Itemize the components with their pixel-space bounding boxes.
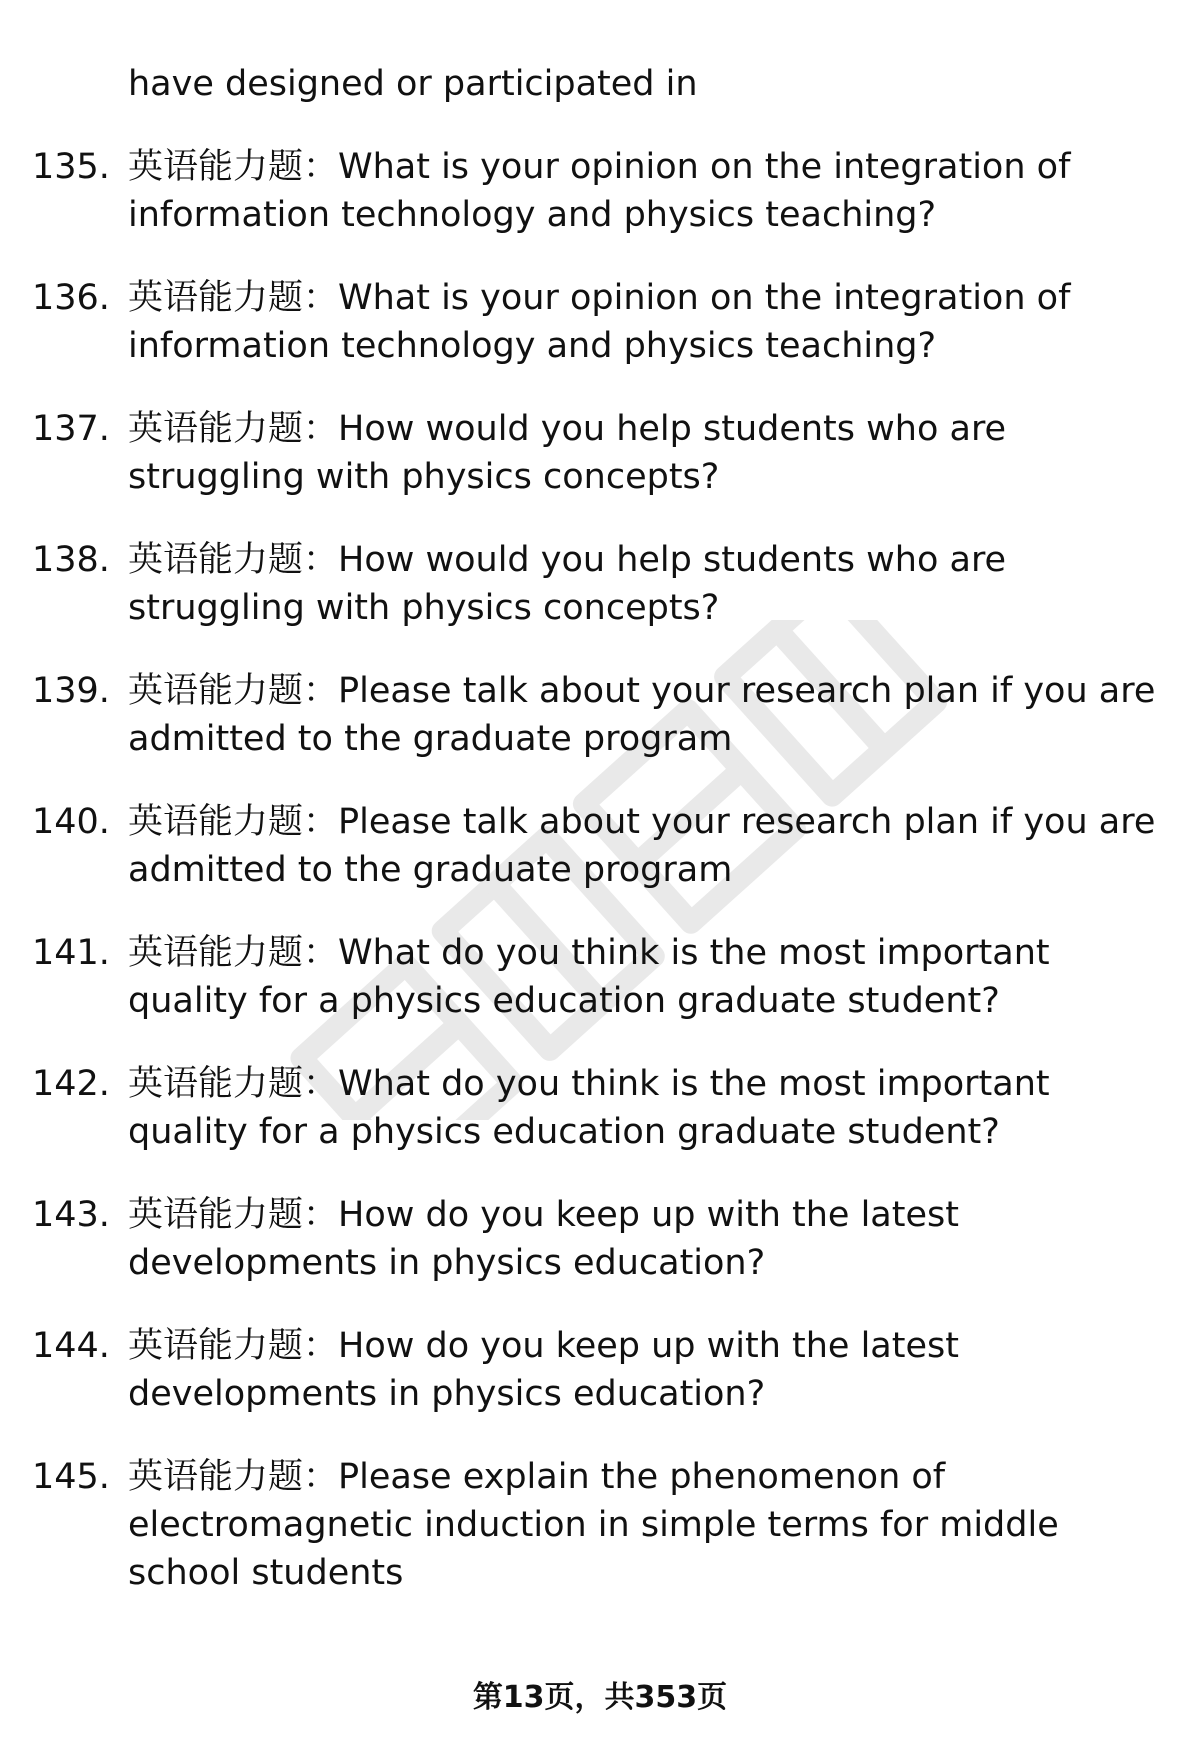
question-item [0,1322,1168,1418]
question-item [0,143,1168,239]
page-footer: 第13页，共353页 [472,1680,728,1715]
question-number: 144. [32,1326,110,1366]
question-text-line: information technology and physics teaching? [128,195,937,235]
question-number: 141. [32,933,110,973]
question-text [128,798,1168,894]
question-text-line: quality for a physics education graduate student? [128,981,1000,1021]
question-text-line: 英语能力题：What do you think is the most important [128,933,1050,973]
question-number: 136. [32,278,110,318]
question-number: 137. [32,409,110,449]
question-text-line: developments in physics education? [128,1243,766,1283]
question-item [0,1060,1168,1156]
question-text-line: 英语能力题：How would you help students who are [128,409,1007,449]
question-text [128,1060,1168,1156]
question-text [128,929,1168,1025]
question-text-line: electromagnetic induction in simple terms for middle [128,1505,1059,1545]
question-text [128,1191,1168,1287]
question-text-line: quality for a physics education graduate student? [128,1112,1000,1152]
question-text [128,405,1168,501]
question-text-line: 英语能力题：How would you help students who are [128,540,1007,580]
question-text-line: struggling with physics concepts? [128,588,720,628]
question-text-line: school students [128,1553,404,1593]
question-text-line: 英语能力题：What is your opinion on the integration of [128,147,1071,187]
question-text-line: admitted to the graduate program [128,719,733,759]
question-text [128,143,1168,239]
question-text-line: information technology and physics teaching? [128,326,937,366]
question-text [128,274,1168,370]
question-text-line: 英语能力题：How do you keep up with the latest [128,1195,959,1235]
question-item [0,929,1168,1025]
question-text-line: 英语能力题：What is your opinion on the integration of [128,278,1071,318]
question-item [0,405,1168,501]
question-number: 138. [32,540,110,580]
question-text [128,536,1168,632]
question-text [128,1322,1168,1418]
question-number: 142. [32,1064,110,1104]
question-list [0,143,1200,1632]
question-item [0,1453,1168,1597]
question-item [0,536,1168,632]
question-text-line: 英语能力题：How do you keep up with the latest [128,1326,959,1366]
question-item [0,667,1168,763]
question-text-line: 英语能力题：Please talk about your research plan if you are [128,671,1156,711]
question-item [0,798,1168,894]
question-text-line: developments in physics education? [128,1374,766,1414]
question-text-line: 英语能力题：Please talk about your research plan if you are [128,802,1156,842]
question-item [0,1191,1168,1287]
question-text-line: 英语能力题：What do you think is the most important [128,1064,1050,1104]
question-number: 145. [32,1457,110,1497]
question-number: 135. [32,147,110,187]
question-number: 143. [32,1195,110,1235]
question-number: 140. [32,802,110,842]
question-number: 139. [32,671,110,711]
question-text-line: struggling with physics concepts? [128,457,720,497]
continuation-text: have designed or participated in [128,64,698,104]
question-text-line: 英语能力题：Please explain the phenomenon of [128,1457,946,1497]
question-text-line: admitted to the graduate program [128,850,733,890]
question-item [0,274,1168,370]
question-text [128,667,1168,763]
question-text [128,1453,1168,1597]
